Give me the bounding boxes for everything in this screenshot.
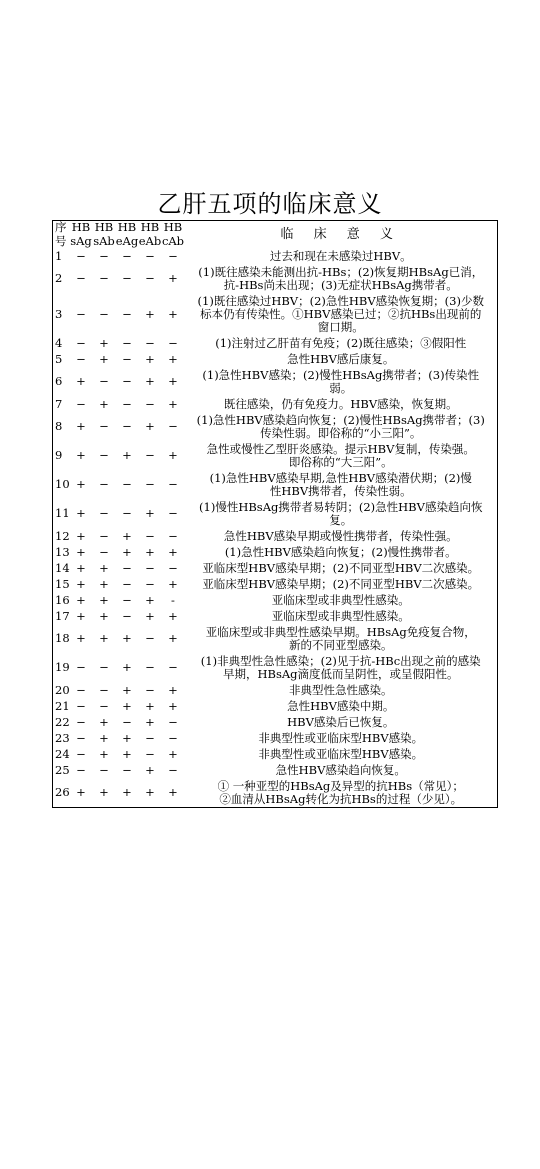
result-hbeag: − xyxy=(122,560,132,575)
result-hbcab: − xyxy=(168,714,178,729)
meaning-line: 抗-HBs尚未出现；(3)无症状HBsAg携带者。 xyxy=(223,277,458,292)
header-hbsab-bottom: sAb xyxy=(93,233,115,248)
row-number: 14 xyxy=(55,560,70,575)
result-hbsag: − xyxy=(76,682,86,697)
result-hbeag: − xyxy=(122,608,132,623)
clinical-meaning xyxy=(185,351,498,367)
result-hbeag: + xyxy=(122,448,132,462)
result-hbeag: + xyxy=(122,528,132,543)
result-hbsag: + xyxy=(76,419,86,433)
hepatitis-b-marker-table xyxy=(52,220,498,808)
table-row xyxy=(53,499,498,528)
meaning-line: 过去和现在未感染过HBV。 xyxy=(269,248,412,263)
meaning-line: 亚临床型HBV感染早期；(2)不同亚型HBV二次感染。 xyxy=(202,576,480,591)
result-hbeag: + xyxy=(122,544,132,559)
clinical-meaning xyxy=(185,441,498,470)
result-hbsab: − xyxy=(99,544,109,559)
clinical-meaning xyxy=(185,576,498,592)
table-row xyxy=(53,624,498,653)
row-number: 15 xyxy=(55,576,70,591)
result-hbsag: − xyxy=(76,660,86,674)
header-index xyxy=(53,221,70,249)
result-hbsag: − xyxy=(76,306,86,321)
header-hbeab-bottom: eAb xyxy=(138,233,162,248)
result-hbsag: − xyxy=(76,396,86,411)
result-hbeab: + xyxy=(145,592,155,607)
header-hbsag-bottom: sAg xyxy=(70,233,92,248)
result-hbsag: + xyxy=(76,560,86,575)
result-hbeag: − xyxy=(122,271,132,285)
result-hbeab: − xyxy=(145,730,155,745)
meaning-line: 即俗称的“大三阳”。 xyxy=(288,454,393,469)
clinical-meaning xyxy=(185,730,498,746)
result-hbeag: − xyxy=(122,576,132,591)
meaning-line: 急性HBV感后康复。 xyxy=(287,351,395,366)
result-hbcab: − xyxy=(168,506,178,520)
result-hbcab: + xyxy=(168,351,178,366)
row-number: 1 xyxy=(55,248,63,263)
table-row xyxy=(53,653,498,682)
result-hbcab: − xyxy=(168,335,178,350)
result-hbeab: − xyxy=(145,746,155,761)
header-hbeab xyxy=(139,221,162,249)
meaning-line: 急性或慢性乙型肝炎感染。提示HBV复制，传染强。 xyxy=(206,441,475,456)
meaning-line: (1)既往感染未能测出抗-HBs；(2)恢复期HBsAg已消， xyxy=(198,264,484,279)
result-hbeab: − xyxy=(145,682,155,697)
meaning-line: 窗口期。 xyxy=(317,319,364,334)
result-hbeag: − xyxy=(122,477,132,491)
result-hbsag: + xyxy=(76,785,86,799)
result-hbeab: + xyxy=(145,762,155,777)
row-number: 5 xyxy=(55,351,63,366)
header-hbeab-top: HB xyxy=(140,220,160,234)
result-hbeag: + xyxy=(122,746,132,761)
result-hbsag: + xyxy=(76,576,86,591)
meaning-line: 弱。 xyxy=(329,380,353,395)
header-hbcab xyxy=(162,221,185,249)
header-hbeag xyxy=(116,221,139,249)
result-hbsag: − xyxy=(76,746,86,761)
result-hbsag: + xyxy=(76,544,86,559)
result-hbeag: − xyxy=(122,306,132,321)
result-hbeab: − xyxy=(145,528,155,543)
table-row xyxy=(53,698,498,714)
header-hbeag-top: HB xyxy=(117,220,137,234)
meaning-line: (1)非典型性急性感染；(2)见于抗-HBc出现之前的感染 xyxy=(200,653,481,668)
table-row xyxy=(53,293,498,335)
result-hbsab: + xyxy=(99,714,109,729)
meaning-line: (1)急性HBV感染；(2)慢性HBsAg携带者；(3)传染性 xyxy=(202,367,480,382)
result-hbeab: − xyxy=(145,560,155,575)
result-hbeab: − xyxy=(145,396,155,411)
clinical-meaning xyxy=(185,293,498,335)
result-hbcab: − xyxy=(168,528,178,543)
clinical-meaning xyxy=(185,608,498,624)
result-hbsag: − xyxy=(76,248,86,263)
table-row xyxy=(53,592,498,608)
result-hbsab: − xyxy=(99,660,109,674)
result-hbcab: − xyxy=(168,560,178,575)
row-number: 23 xyxy=(55,730,70,745)
clinical-meaning xyxy=(185,264,498,293)
table-row xyxy=(53,396,498,412)
row-number: 4 xyxy=(55,335,63,350)
clinical-meaning xyxy=(185,544,498,560)
clinical-meaning xyxy=(185,412,498,441)
header-hbsab-top: HB xyxy=(94,220,114,234)
clinical-meaning xyxy=(185,624,498,653)
meaning-line: 早期，HBsAg滴度低而呈阴性，或呈假阳性。 xyxy=(222,666,459,681)
meaning-line: 急性HBV感染早期或慢性携带者，传染性强。 xyxy=(223,528,458,543)
result-hbeab: + xyxy=(145,785,155,799)
result-hbeag: + xyxy=(122,682,132,697)
result-hbsab: − xyxy=(99,306,109,321)
table-body xyxy=(53,221,498,808)
result-hbsag: + xyxy=(76,608,86,623)
clinical-meaning xyxy=(185,528,498,544)
result-hbsag: + xyxy=(76,374,86,388)
meaning-line: 亚临床型或非典型性感染早期。HBsAg免疫复合物， xyxy=(205,624,476,639)
result-hbcab: − xyxy=(168,762,178,777)
table-row xyxy=(53,264,498,293)
result-hbsab: + xyxy=(99,785,109,799)
result-hbcab: + xyxy=(168,608,178,623)
result-hbeab: − xyxy=(145,271,155,285)
row-number: 16 xyxy=(55,592,70,607)
result-hbeab: − xyxy=(145,660,155,674)
document-title: 乙肝五项的临床意义 xyxy=(157,190,383,218)
meaning-line: (1)既往感染过HBV；(2)急性HBV感染恢复期；(3)少数 xyxy=(197,293,484,308)
row-number: 3 xyxy=(55,306,63,321)
clinical-meaning xyxy=(185,470,498,499)
result-hbcab: + xyxy=(168,746,178,761)
meaning-line: 性HBV携带者，传染性弱。 xyxy=(269,483,412,498)
meaning-line: ① 一种亚型的HBsAg及异型的抗HBs（常见）； xyxy=(217,778,464,793)
result-hbsab: + xyxy=(99,631,109,645)
clinical-meaning xyxy=(185,746,498,762)
result-hbsag: + xyxy=(76,631,86,645)
table-row xyxy=(53,367,498,396)
meaning-line: 急性HBV感染趋向恢复。 xyxy=(275,762,406,777)
meaning-line: (1)急性HBV感染趋向恢复；(2)慢性携带者。 xyxy=(224,544,457,559)
result-hbeag: + xyxy=(122,631,132,645)
result-hbsab: − xyxy=(99,528,109,543)
result-hbeag: + xyxy=(122,660,132,674)
clinical-meaning xyxy=(185,762,498,778)
clinical-meaning xyxy=(185,592,498,608)
header-hbcab-top: HB xyxy=(163,220,183,234)
header-hbcab-bottom: cAb xyxy=(161,233,185,248)
result-hbeag: − xyxy=(122,396,132,411)
result-hbcab: + xyxy=(168,544,178,559)
meaning-line: ②血清从HBsAg转化为抗HBs的过程（少见）。 xyxy=(219,791,463,806)
result-hbcab: − xyxy=(168,477,178,491)
header-hbsag-top: HB xyxy=(71,220,91,234)
table-row xyxy=(53,470,498,499)
table-row xyxy=(53,746,498,762)
result-hbeab: + xyxy=(145,351,155,366)
result-hbsag: + xyxy=(76,477,86,491)
result-hbeab: − xyxy=(145,448,155,462)
row-number: 20 xyxy=(55,682,70,697)
result-hbcab: - xyxy=(171,592,175,607)
row-number: 24 xyxy=(55,746,70,761)
result-hbeag: − xyxy=(122,592,132,607)
result-hbeag: − xyxy=(122,248,132,263)
result-hbeab: − xyxy=(145,248,155,263)
clinical-meaning xyxy=(185,778,498,808)
result-hbcab: + xyxy=(168,396,178,411)
clinical-meaning xyxy=(185,499,498,528)
result-hbcab: + xyxy=(168,306,178,321)
result-hbsab: + xyxy=(99,396,109,411)
row-number: 9 xyxy=(55,448,63,462)
row-number: 13 xyxy=(55,544,70,559)
result-hbsag: + xyxy=(76,592,86,607)
result-hbeab: + xyxy=(145,306,155,321)
result-hbeag: − xyxy=(122,351,132,366)
row-number: 21 xyxy=(55,698,70,713)
meaning-line: HBV感染后已恢复。 xyxy=(287,714,395,729)
result-hbcab: − xyxy=(168,248,178,263)
result-hbeag: + xyxy=(122,785,132,799)
result-hbeag: − xyxy=(122,419,132,433)
result-hbeag: − xyxy=(122,335,132,350)
result-hbsag: − xyxy=(76,271,86,285)
row-number: 25 xyxy=(55,762,70,777)
meaning-line: 亚临床型HBV感染早期；(2)不同亚型HBV二次感染。 xyxy=(202,560,480,575)
header-hbsag xyxy=(70,221,93,249)
result-hbeab: − xyxy=(145,477,155,491)
meaning-line: 亚临床型或非典型性感染。 xyxy=(271,608,410,623)
clinical-meaning xyxy=(185,396,498,412)
row-number: 6 xyxy=(55,374,63,388)
clinical-meaning xyxy=(185,698,498,714)
row-number: 19 xyxy=(55,660,70,674)
clinical-meaning xyxy=(185,367,498,396)
result-hbsab: − xyxy=(99,419,109,433)
result-hbeab: + xyxy=(145,608,155,623)
meaning-line: 亚临床型或非典型性感染。 xyxy=(271,592,410,607)
table-row xyxy=(53,682,498,698)
table-row xyxy=(53,608,498,624)
row-number: 17 xyxy=(55,608,70,623)
header-hbsab xyxy=(93,221,116,249)
result-hbeab: + xyxy=(145,506,155,520)
clinical-meaning xyxy=(185,653,498,682)
table-row xyxy=(53,778,498,808)
table-row xyxy=(53,714,498,730)
meaning-line: 非典型性急性感染。 xyxy=(289,682,393,697)
result-hbsag: + xyxy=(76,528,86,543)
result-hbeab: − xyxy=(145,335,155,350)
result-hbcab: + xyxy=(168,682,178,697)
result-hbeag: − xyxy=(122,374,132,388)
table-header-row xyxy=(53,221,498,249)
clinical-meaning xyxy=(185,714,498,730)
table-row xyxy=(53,528,498,544)
result-hbeab: + xyxy=(145,698,155,713)
meaning-line: 标本仍有传染性。①HBV感染已过；②抗HBs出现前的 xyxy=(200,306,482,321)
header-clinical-meaning: 临 床 意 义 xyxy=(280,226,401,242)
result-hbsag: − xyxy=(76,335,86,350)
row-number: 8 xyxy=(55,419,63,433)
result-hbcab: − xyxy=(168,660,178,674)
result-hbcab: − xyxy=(168,730,178,745)
result-hbeab: + xyxy=(145,374,155,388)
clinical-meaning xyxy=(185,560,498,576)
result-hbsab: + xyxy=(99,608,109,623)
result-hbsab: − xyxy=(99,506,109,520)
result-hbeab: − xyxy=(145,576,155,591)
result-hbeab: + xyxy=(145,419,155,433)
result-hbsab: + xyxy=(99,592,109,607)
table-row xyxy=(53,762,498,778)
clinical-meaning xyxy=(185,335,498,351)
clinical-meaning xyxy=(185,682,498,698)
result-hbsab: + xyxy=(99,335,109,350)
result-hbcab: + xyxy=(168,698,178,713)
table-row xyxy=(53,560,498,576)
result-hbsab: − xyxy=(99,682,109,697)
result-hbsab: − xyxy=(99,477,109,491)
result-hbsab: − xyxy=(99,762,109,777)
table-row xyxy=(53,412,498,441)
result-hbsag: − xyxy=(76,730,86,745)
result-hbsag: − xyxy=(76,762,86,777)
meaning-line: (1)急性HBV感染趋向恢复；(2)慢性HBsAg携带者；(3) xyxy=(196,412,485,427)
meaning-line: 传染性弱。即俗称的“小三阳”。 xyxy=(260,425,422,440)
result-hbsag: + xyxy=(76,506,86,520)
row-number: 10 xyxy=(55,477,70,491)
header-hbeag-bottom: eAg xyxy=(115,233,139,248)
result-hbsab: + xyxy=(99,746,109,761)
result-hbcab: + xyxy=(168,576,178,591)
meaning-line: 非典型性或亚临床型HBV感染。 xyxy=(258,730,424,745)
result-hbcab: + xyxy=(168,448,178,462)
clinical-meaning xyxy=(185,248,498,264)
result-hbcab: + xyxy=(168,271,178,285)
result-hbsab: + xyxy=(99,730,109,745)
result-hbcab: + xyxy=(168,785,178,799)
meaning-line: (1)慢性HBsAg携带者易转阴；(2)急性HBV感染趋向恢 xyxy=(199,499,483,514)
meaning-line: (1)注射过乙肝苗有免疫；(2)既往感染；③假阳性 xyxy=(215,335,467,350)
result-hbeag: − xyxy=(122,714,132,729)
row-number: 12 xyxy=(55,528,70,543)
result-hbeag: + xyxy=(122,698,132,713)
result-hbsag: − xyxy=(76,351,86,366)
table-row xyxy=(53,544,498,560)
result-hbsab: + xyxy=(99,560,109,575)
meaning-line: 既往感染，仍有免疫力。HBV感染，恢复期。 xyxy=(223,396,458,411)
result-hbcab: + xyxy=(168,631,178,645)
table-row xyxy=(53,730,498,746)
meaning-line: 新的不同亚型感染。 xyxy=(289,637,393,652)
meaning-line: 非典型性或亚临床型HBV感染。 xyxy=(258,746,424,761)
row-number: 11 xyxy=(55,506,70,520)
result-hbsab: − xyxy=(99,271,109,285)
result-hbsab: + xyxy=(99,351,109,366)
header-index-top: 序 xyxy=(55,220,67,234)
row-number: 18 xyxy=(55,631,70,645)
result-hbsag: − xyxy=(76,714,86,729)
result-hbcab: − xyxy=(168,419,178,433)
table-row xyxy=(53,441,498,470)
meaning-line: 急性HBV感染中期。 xyxy=(287,698,395,713)
result-hbeag: − xyxy=(122,762,132,777)
meaning-line: (1)急性HBV感染早期,急性HBV感染潜伏期；(2)慢 xyxy=(209,470,472,485)
meaning-line: 复。 xyxy=(329,512,353,527)
row-number: 7 xyxy=(55,396,63,411)
result-hbsab: − xyxy=(99,374,109,388)
result-hbsab: − xyxy=(99,448,109,462)
result-hbcab: + xyxy=(168,374,178,388)
table-row xyxy=(53,248,498,264)
result-hbsab: + xyxy=(99,576,109,591)
result-hbsab: − xyxy=(99,248,109,263)
table-row xyxy=(53,351,498,367)
result-hbsag: + xyxy=(76,448,86,462)
result-hbeab: − xyxy=(145,631,155,645)
result-hbeag: + xyxy=(122,730,132,745)
row-number: 26 xyxy=(55,785,70,799)
result-hbeag: − xyxy=(122,506,132,520)
header-index-bottom: 号 xyxy=(55,233,67,248)
row-number: 22 xyxy=(55,714,70,729)
table-row xyxy=(53,576,498,592)
result-hbeab: + xyxy=(145,714,155,729)
result-hbsag: − xyxy=(76,698,86,713)
result-hbsab: − xyxy=(99,698,109,713)
table-row xyxy=(53,335,498,351)
row-number: 2 xyxy=(55,271,63,285)
result-hbeab: + xyxy=(145,544,155,559)
